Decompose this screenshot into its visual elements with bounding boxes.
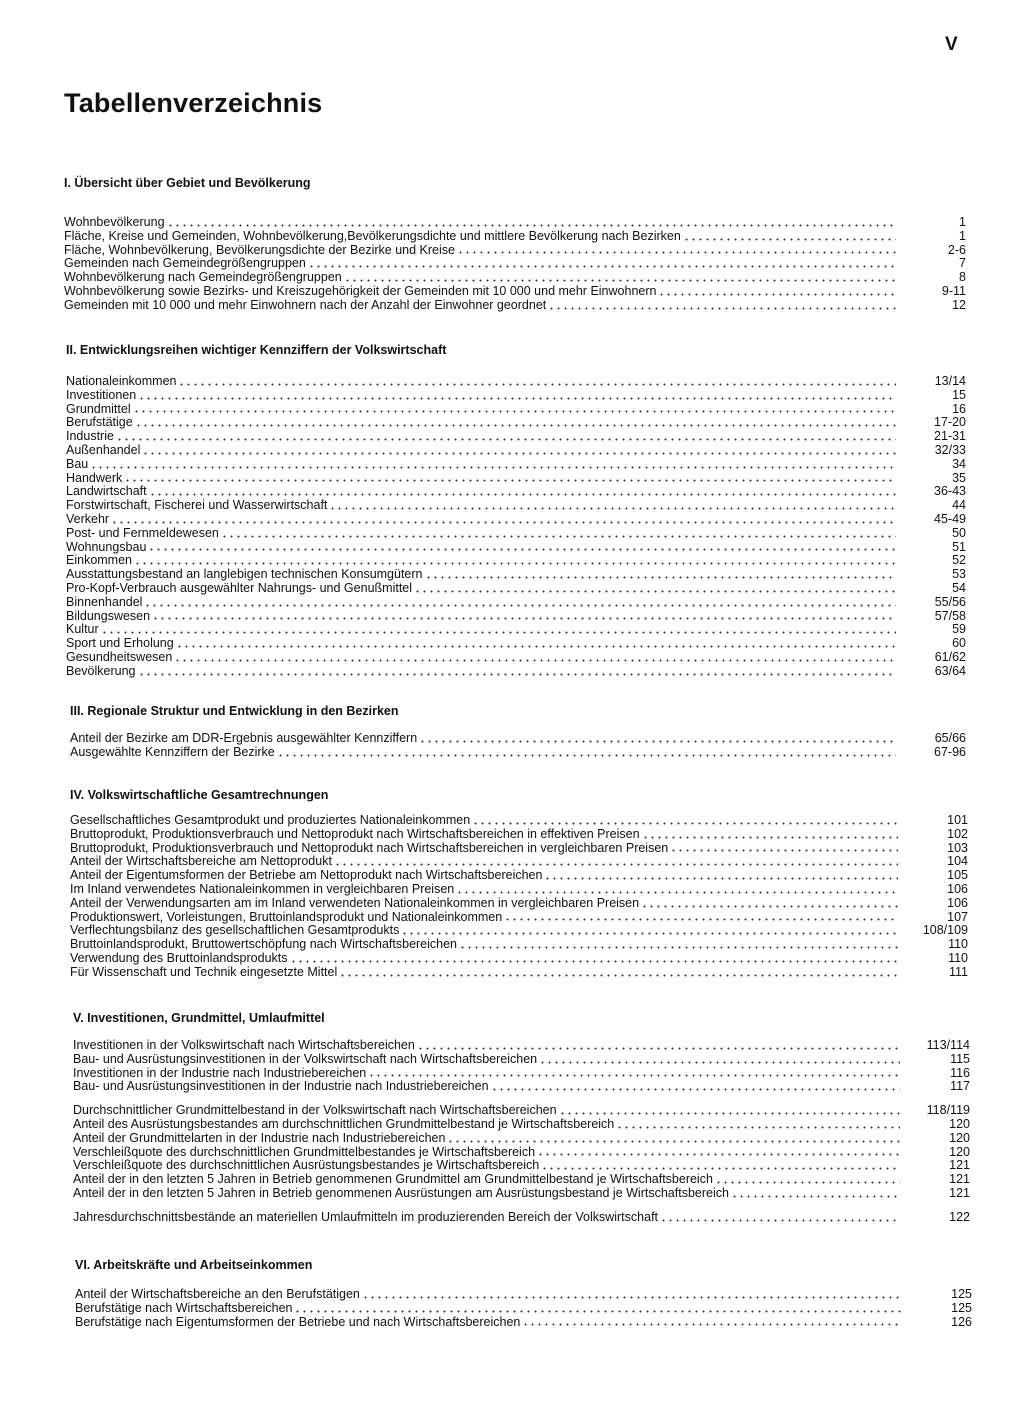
toc-entry bbox=[75, 1288, 972, 1302]
toc-entry-page: 12 bbox=[952, 297, 966, 312]
toc-entry-page: 8 bbox=[959, 270, 966, 285]
toc-entry bbox=[66, 430, 966, 444]
toc-entry-label: Verwendung des Bruttoinlandsprodukts bbox=[70, 950, 288, 965]
dot-leader bbox=[134, 562, 896, 565]
page-number: V bbox=[945, 34, 958, 55]
toc-entry bbox=[73, 1104, 970, 1118]
dot-leader bbox=[178, 383, 896, 386]
toc-entry-page: 1 bbox=[959, 228, 966, 243]
dot-leader bbox=[425, 576, 896, 579]
section-heading: II. Entwicklungsreihen wichtiger Kennziffern der Volkswirtschaft bbox=[66, 343, 447, 357]
dot-leader bbox=[642, 836, 898, 839]
dot-leader bbox=[491, 1088, 900, 1091]
toc-entry bbox=[66, 610, 966, 624]
toc-section-5 bbox=[73, 1011, 970, 1225]
toc-entry bbox=[64, 299, 966, 313]
section-heading: I. Übersicht über Gebiet und Bevölkerung bbox=[64, 176, 311, 190]
toc-entry-page: 59 bbox=[952, 622, 966, 637]
toc-entry bbox=[73, 1053, 970, 1067]
toc-entry-page: 55/56 bbox=[934, 594, 966, 609]
dot-leader bbox=[541, 1167, 900, 1170]
dot-leader bbox=[660, 1219, 900, 1222]
toc-entry-label: Anteil des Ausrüstungsbestandes am durchschnittlichen Grundmittelbestand je Wirtschaftsbereich bbox=[73, 1116, 615, 1131]
toc-entry-page: 105 bbox=[947, 868, 968, 883]
dot-leader bbox=[167, 224, 896, 227]
toc-entry-page: 120 bbox=[949, 1130, 970, 1145]
toc-entry bbox=[66, 665, 966, 679]
dot-leader bbox=[731, 1195, 900, 1198]
toc-entry-page: 103 bbox=[947, 840, 968, 855]
dot-leader bbox=[152, 617, 896, 620]
dot-leader bbox=[447, 1140, 900, 1143]
toc-entry-label: Bevölkerung bbox=[66, 663, 136, 678]
toc-entry-label: Investitionen in der Industrie nach Industriebereichen bbox=[73, 1065, 367, 1080]
toc-entry-label: Verflechtungsbilanz des gesellschaftlichen Gesamtprodukts bbox=[70, 923, 400, 938]
section-heading: V. Investitionen, Grundmittel, Umlaufmittel bbox=[73, 1011, 325, 1025]
toc-entry-page: 121 bbox=[949, 1185, 970, 1200]
toc-entry bbox=[73, 1159, 970, 1173]
entry-list bbox=[73, 1211, 970, 1225]
toc-entry-label: Für Wissenschaft und Technik eingesetzte Mittel bbox=[70, 964, 338, 979]
toc-entry-label: Fläche, Wohnbevölkerung, Bevölkerungsdichte der Bezirke und Kreise bbox=[64, 242, 455, 257]
dot-leader bbox=[670, 849, 898, 852]
toc-entry-label: Wohnungsbau bbox=[66, 539, 147, 554]
toc-entry bbox=[70, 924, 968, 938]
toc-entry-label: Verschleißquote des durchschnittlichen Grundmittelbestandes je Wirtschaftsbereich bbox=[73, 1144, 536, 1159]
toc-entry-page: 57/58 bbox=[934, 608, 966, 623]
toc-entry bbox=[64, 244, 966, 258]
dot-leader bbox=[368, 1074, 900, 1077]
toc-entry bbox=[70, 966, 968, 980]
dot-leader bbox=[504, 918, 898, 921]
dot-leader bbox=[149, 493, 896, 496]
toc-entry-label: Produktionswert, Vorleistungen, Bruttoinlandsprodukt und Nationaleinkommen bbox=[70, 909, 503, 924]
toc-entry-page: 116 bbox=[950, 1065, 970, 1080]
toc-entry-page: 110 bbox=[948, 937, 968, 952]
dot-leader bbox=[138, 397, 896, 400]
toc-entry-page: 13/14 bbox=[934, 374, 966, 388]
dot-leader bbox=[101, 631, 896, 634]
toc-entry-page: 110 bbox=[948, 950, 968, 965]
toc-entry bbox=[70, 814, 968, 828]
toc-entry-page: 104 bbox=[947, 854, 968, 869]
toc-entry bbox=[64, 285, 966, 299]
dot-leader bbox=[715, 1181, 900, 1184]
toc-entry bbox=[73, 1211, 970, 1225]
toc-entry-label: Bau- und Ausrüstungsinvestitionen in der Volkswirtschaft nach Wirtschaftsbereichen bbox=[73, 1051, 538, 1066]
toc-entry bbox=[73, 1080, 970, 1094]
toc-entry-label: Nationaleinkommen bbox=[66, 374, 177, 388]
dot-leader bbox=[124, 479, 896, 482]
toc-entry bbox=[73, 1067, 970, 1081]
toc-entry bbox=[70, 952, 968, 966]
toc-entry-label: Berufstätige nach Wirtschaftsbereichen bbox=[75, 1300, 293, 1315]
toc-entry-page: 17-20 bbox=[934, 415, 966, 430]
toc-entry-page: 36-43 bbox=[934, 484, 966, 499]
toc-entry bbox=[64, 216, 966, 230]
toc-entry-page: 50 bbox=[952, 525, 966, 540]
toc-entry bbox=[73, 1132, 970, 1146]
dot-leader bbox=[294, 1310, 902, 1313]
toc-entry bbox=[73, 1118, 970, 1132]
toc-entry-page: 34 bbox=[952, 456, 966, 471]
toc-entry bbox=[66, 513, 966, 527]
toc-entry-label: Anteil der Verwendungsarten am im Inland verwendeten Nationaleinkommen in vergleichbaren Preisen bbox=[70, 895, 640, 910]
dot-leader bbox=[544, 877, 898, 880]
toc-section-3 bbox=[70, 704, 966, 760]
toc-entry-page: 111 bbox=[948, 964, 968, 979]
dot-leader bbox=[334, 863, 898, 866]
toc-entry-page: 21-31 bbox=[934, 429, 966, 444]
toc-entry-page: 106 bbox=[947, 895, 968, 910]
toc-entry-page: 60 bbox=[952, 636, 966, 651]
toc-entry-page: 120 bbox=[949, 1144, 970, 1159]
toc-entry-label: Außenhandel bbox=[66, 442, 141, 457]
dot-leader bbox=[111, 521, 896, 524]
toc-entry-label: Berufstätige nach Eigentumsformen der Betriebe und nach Wirtschaftsbereichen bbox=[75, 1314, 521, 1329]
dot-leader bbox=[90, 466, 896, 469]
dot-leader bbox=[457, 251, 896, 254]
toc-entry-page: 113/114 bbox=[926, 1038, 970, 1052]
toc-entry-label: Sport und Erholung bbox=[66, 636, 174, 651]
toc-entry bbox=[66, 623, 966, 637]
toc-entry-page: 1 bbox=[959, 215, 966, 229]
toc-entry-page: 9-11 bbox=[941, 283, 966, 298]
toc-entry bbox=[66, 582, 966, 596]
toc-section-1 bbox=[64, 176, 966, 313]
dot-leader bbox=[472, 822, 898, 825]
toc-entry-page: 120 bbox=[949, 1116, 970, 1131]
toc-entry-label: Verkehr bbox=[66, 511, 110, 526]
toc-entry-label: Anteil der Bezirke am DDR-Ergebnis ausgewählter Kennziffern bbox=[70, 731, 418, 745]
toc-entry-page: 32/33 bbox=[934, 442, 966, 457]
dot-leader bbox=[142, 452, 896, 455]
toc-entry bbox=[73, 1187, 970, 1201]
dot-leader bbox=[658, 293, 896, 296]
dot-leader bbox=[138, 673, 897, 676]
section-heading: IV. Volkswirtschaftliche Gesamtrechnungen bbox=[70, 788, 329, 802]
dot-leader bbox=[683, 238, 896, 241]
toc-entry-page: 117 bbox=[950, 1079, 970, 1094]
dot-leader bbox=[401, 932, 898, 935]
toc-entry-label: Investitionen in der Volkswirtschaft nach Wirtschaftsbereichen bbox=[73, 1038, 415, 1052]
dot-leader bbox=[539, 1061, 900, 1064]
toc-entry bbox=[64, 271, 966, 285]
toc-entry-page: 61/62 bbox=[934, 649, 966, 664]
toc-entry-page: 2-6 bbox=[947, 242, 966, 257]
toc-entry bbox=[73, 1173, 970, 1187]
toc-entry-label: Bildungswesen bbox=[66, 608, 151, 623]
toc-entry bbox=[66, 472, 966, 486]
toc-entry bbox=[70, 746, 966, 760]
dot-leader bbox=[456, 891, 898, 894]
toc-entry-page: 63/64 bbox=[934, 663, 966, 678]
toc-entry-page: 7 bbox=[959, 256, 966, 271]
toc-entry-label: Ausgewählte Kennziffern der Bezirke bbox=[70, 744, 275, 759]
dot-leader bbox=[419, 740, 896, 743]
toc-entry bbox=[66, 541, 966, 555]
toc-entry-label: Gemeinden nach Gemeindegrößengruppen bbox=[64, 256, 306, 271]
toc-entry bbox=[70, 828, 968, 842]
toc-entry-page: 53 bbox=[952, 567, 966, 582]
dot-leader bbox=[641, 905, 898, 908]
toc-entry bbox=[66, 375, 966, 389]
toc-entry bbox=[66, 527, 966, 541]
toc-entry-label: Im Inland verwendetes Nationaleinkommen in vergleichbaren Preisen bbox=[70, 881, 455, 896]
toc-entry bbox=[73, 1146, 970, 1160]
toc-entry-label: Kultur bbox=[66, 622, 99, 637]
toc-entry-label: Anteil der Eigentumsformen der Betriebe am Nettoprodukt nach Wirtschaftsbereichen bbox=[70, 868, 543, 883]
toc-entry-page: 118/119 bbox=[926, 1103, 970, 1118]
toc-entry-label: Bruttoprodukt, Produktionsverbrauch und Nettoprodukt nach Wirtschaftsbereichen in vergleichbaren Preisen bbox=[70, 840, 669, 855]
toc-entry-label: Grundmittel bbox=[66, 401, 131, 416]
toc-entry-label: Bau bbox=[66, 456, 89, 471]
dot-leader bbox=[116, 438, 896, 441]
page-title: Tabellenverzeichnis bbox=[64, 88, 323, 118]
dot-leader bbox=[417, 1047, 900, 1050]
toc-entry bbox=[66, 458, 966, 472]
toc-entry bbox=[66, 389, 966, 403]
toc-entry bbox=[70, 897, 968, 911]
toc-entry-page: 35 bbox=[952, 470, 966, 485]
entry-list bbox=[66, 375, 966, 679]
toc-entry-page: 65/66 bbox=[934, 731, 966, 745]
dot-leader bbox=[339, 974, 898, 977]
toc-entry-label: Berufstätige bbox=[66, 415, 133, 430]
dot-leader bbox=[537, 1153, 900, 1156]
toc-entry bbox=[64, 230, 966, 244]
toc-entry bbox=[70, 883, 968, 897]
toc-entry bbox=[66, 403, 966, 417]
toc-entry-label: Pro-Kopf-Verbrauch ausgewählter Nahrungs- und Genußmittel bbox=[66, 580, 413, 595]
toc-entry bbox=[66, 596, 966, 610]
toc-entry-page: 52 bbox=[952, 553, 966, 568]
toc-entry bbox=[66, 485, 966, 499]
toc-entry-label: Einkommen bbox=[66, 553, 132, 568]
dot-leader bbox=[344, 279, 896, 282]
toc-entry-label: Gesellschaftliches Gesamtprodukt und produziertes Nationaleinkommen bbox=[70, 813, 471, 827]
toc-entry-label: Investitionen bbox=[66, 387, 137, 402]
toc-entry bbox=[66, 651, 966, 665]
toc-entry-label: Gemeinden mit 10 000 und mehr Einwohnern nach der Anzahl der Einwohner geordnet bbox=[64, 297, 547, 312]
toc-entry bbox=[70, 938, 968, 952]
toc-entry-page: 45-49 bbox=[934, 511, 966, 526]
toc-entry-label: Wohnbevölkerung sowie Bezirks- und Kreiszugehörigkeit der Gemeinden mit 10 000 und mehr Einwohnern bbox=[64, 283, 657, 298]
dot-leader bbox=[176, 645, 896, 648]
dot-leader bbox=[459, 946, 898, 949]
toc-entry-label: Jahresdurchschnittsbestände an materiellen Umlaufmitteln im produzierenden Bereich der Volkswirtschaft bbox=[73, 1209, 659, 1224]
toc-entry-page: 44 bbox=[952, 498, 966, 513]
dot-leader bbox=[221, 535, 896, 538]
toc-entry bbox=[64, 257, 966, 271]
toc-entry-label: Anteil der Wirtschaftsbereiche am Nettoprodukt bbox=[70, 854, 332, 869]
toc-entry-page: 107 bbox=[947, 909, 968, 924]
toc-entry-label: Fläche, Kreise und Gemeinden, Wohnbevölkerung,Bevölkerungsdichte und mittlere Bevölkerung nach Bezirken bbox=[64, 228, 681, 243]
toc-entry bbox=[66, 554, 966, 568]
toc-entry-label: Handwerk bbox=[66, 470, 123, 485]
entry-list bbox=[70, 732, 966, 760]
toc-entry-label: Binnenhandel bbox=[66, 594, 143, 609]
toc-entry-label: Anteil der in den letzten 5 Jahren in Betrieb genommenen Grundmittel am Grundmittelbestand je Wirtschaftsbereich bbox=[73, 1172, 713, 1187]
dot-leader bbox=[135, 424, 896, 427]
dot-leader bbox=[559, 1112, 900, 1115]
toc-entry-label: Ausstattungsbestand an langlebigen technischen Konsumgütern bbox=[66, 567, 423, 582]
toc-entry-label: Forstwirtschaft, Fischerei und Wasserwirtschaft bbox=[66, 498, 328, 513]
toc-section-6 bbox=[75, 1258, 972, 1329]
toc-entry bbox=[70, 869, 968, 883]
toc-entry-page: 122 bbox=[949, 1209, 970, 1224]
toc-entry-page: 125 bbox=[951, 1300, 972, 1315]
dot-leader bbox=[414, 590, 896, 593]
dot-leader bbox=[362, 1296, 902, 1299]
toc-entry-label: Durchschnittlicher Grundmittelbestand in der Volkswirtschaft nach Wirtschaftsbereichen bbox=[73, 1103, 557, 1118]
toc-entry-label: Bau- und Ausrüstungsinvestitionen in der Industrie nach Industriebereichen bbox=[73, 1079, 489, 1094]
toc-entry bbox=[66, 444, 966, 458]
entry-list bbox=[64, 216, 966, 313]
toc-entry bbox=[70, 855, 968, 869]
toc-entry-label: Post- und Fernmeldewesen bbox=[66, 525, 219, 540]
toc-entry bbox=[75, 1316, 972, 1330]
dot-leader bbox=[290, 960, 898, 963]
toc-entry bbox=[66, 637, 966, 651]
toc-entry bbox=[70, 842, 968, 856]
dot-leader bbox=[133, 410, 896, 413]
entry-list bbox=[70, 814, 968, 980]
toc-entry-page: 125 bbox=[951, 1287, 972, 1301]
section-heading: III. Regionale Struktur und Entwicklung in den Bezirken bbox=[70, 704, 399, 718]
toc-section-2 bbox=[66, 343, 966, 679]
toc-entry-page: 121 bbox=[949, 1158, 970, 1173]
dot-leader bbox=[308, 265, 896, 268]
toc-entry-page: 15 bbox=[952, 387, 966, 402]
toc-entry-label: Anteil der in den letzten 5 Jahren in Betrieb genommenen Ausrüstungen am Ausrüstungsbestand je Wirtschaftsbereich bbox=[73, 1185, 729, 1200]
toc-entry-page: 101 bbox=[947, 813, 968, 827]
section-heading: VI. Arbeitskräfte und Arbeitseinkommen bbox=[75, 1258, 313, 1272]
toc-entry-label: Wohnbevölkerung nach Gemeindegrößengruppen bbox=[64, 270, 342, 285]
toc-entry-page: 108/109 bbox=[922, 923, 968, 938]
toc-entry bbox=[66, 499, 966, 513]
entry-list bbox=[73, 1104, 970, 1201]
toc-entry-page: 115 bbox=[950, 1051, 970, 1066]
toc-entry-page: 67-96 bbox=[934, 744, 966, 759]
toc-entry-label: Anteil der Wirtschaftsbereiche an den Berufstätigen bbox=[75, 1287, 360, 1301]
dot-leader bbox=[277, 754, 896, 757]
dot-leader bbox=[148, 548, 896, 551]
toc-entry-page: 54 bbox=[952, 580, 966, 595]
dot-leader bbox=[174, 659, 896, 662]
entry-list bbox=[75, 1288, 972, 1329]
toc-entry-label: Wohnbevölkerung bbox=[64, 215, 165, 229]
toc-entry-page: 102 bbox=[947, 826, 968, 841]
toc-entry-page: 121 bbox=[949, 1172, 970, 1187]
dot-leader bbox=[522, 1323, 902, 1326]
toc-entry bbox=[73, 1039, 970, 1053]
toc-entry-page: 126 bbox=[951, 1314, 972, 1329]
dot-leader bbox=[329, 507, 896, 510]
entry-list bbox=[73, 1039, 970, 1094]
toc-entry bbox=[66, 568, 966, 582]
toc-entry-label: Bruttoprodukt, Produktionsverbrauch und Nettoprodukt nach Wirtschaftsbereichen in effektiven Preisen bbox=[70, 826, 640, 841]
toc-entry-label: Bruttoinlandsprodukt, Bruttowertschöpfung nach Wirtschaftsbereichen bbox=[70, 937, 458, 952]
toc-entry-label: Anteil der Grundmittelarten in der Industrie nach Industriebereichen bbox=[73, 1130, 446, 1145]
toc-entry-label: Industrie bbox=[66, 429, 114, 444]
toc-entry bbox=[70, 732, 966, 746]
toc-entry-page: 106 bbox=[947, 881, 968, 896]
toc-entry-label: Verschleißquote des durchschnittlichen Ausrüstungsbestandes je Wirtschaftsbereich bbox=[73, 1158, 540, 1173]
toc-entry-label: Landwirtschaft bbox=[66, 484, 147, 499]
dot-leader bbox=[548, 307, 896, 310]
toc-entry bbox=[70, 911, 968, 925]
toc-entry-page: 16 bbox=[952, 401, 966, 416]
dot-leader bbox=[616, 1126, 900, 1129]
toc-entry bbox=[75, 1302, 972, 1316]
toc-entry bbox=[66, 416, 966, 430]
dot-leader bbox=[144, 604, 896, 607]
toc-section-4 bbox=[70, 788, 968, 980]
toc-entry-page: 51 bbox=[952, 539, 966, 554]
toc-entry-label: Gesundheitswesen bbox=[66, 649, 173, 664]
